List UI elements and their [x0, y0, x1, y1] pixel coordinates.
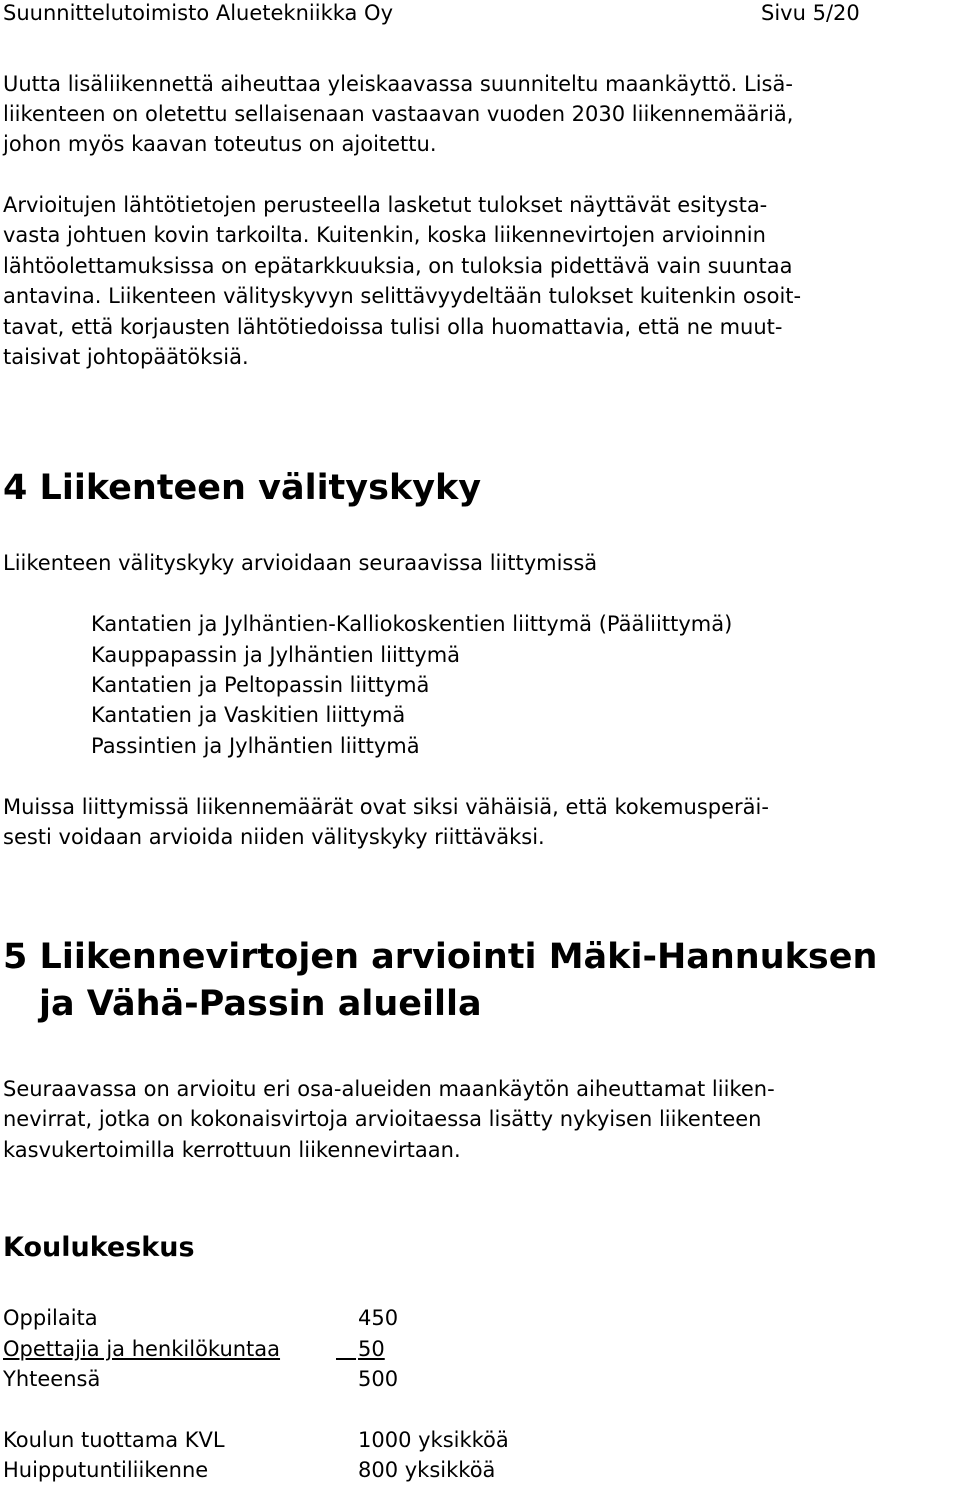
underline-gap — [336, 1334, 356, 1364]
intro-p2-line-3: lähtöolettamuksissa on epätarkkuuksia, on tuloksia pidettävä vain suuntaa — [3, 254, 793, 278]
row-value: 50 — [358, 1337, 385, 1361]
section-4-closing-line-1: Muissa liittymissä liikennemäärät ovat siksi vähäisiä, että kokemusperäi- — [3, 795, 769, 819]
row-value: 800 yksikköä — [358, 1458, 496, 1482]
table-row — [3, 1303, 603, 1333]
intro-p2-line-1: Arvioitujen lähtötietojen perusteella lasketut tulokset näyttävät esitysta- — [3, 193, 768, 217]
table-row — [3, 1334, 603, 1364]
row-label: Oppilaita — [3, 1306, 98, 1330]
junction-item: Kantatien ja Jylhäntien-Kalliokoskentien liittymä (Pääliittymä) — [91, 612, 733, 636]
row-label: Opettajia ja henkilökuntaa — [3, 1337, 281, 1361]
row-label: Yhteensä — [3, 1367, 101, 1391]
page-header — [3, 0, 943, 26]
section-4-lead: Liikenteen välityskyky arvioidaan seuraavissa liittymissä — [3, 551, 598, 575]
koulukeskus-heading: Koulukeskus — [3, 1232, 195, 1263]
section-5-body-line-3: kasvukertoimilla kerrottuun liikennevirtaan. — [3, 1138, 461, 1162]
row-label: Koulun tuottama KVL — [3, 1428, 225, 1452]
section-4-heading: 4 Liikenteen välityskyky — [3, 468, 482, 508]
company-name: Suunnittelutoimisto Aluetekniikka Oy — [3, 1, 394, 25]
page-number: Sivu 5/20 — [761, 1, 860, 25]
intro-p2-line-2: vasta johtuen kovin tarkoilta. Kuitenkin, koska liikennevirtojen arvioinnin — [3, 223, 766, 247]
intro-p1-line-1: Uutta lisäliikennettä aiheuttaa yleiskaavassa suunniteltu maankäyttö. Lisä- — [3, 72, 793, 96]
junction-item: Kantatien ja Peltopassin liittymä — [91, 673, 430, 697]
row-value: 450 — [358, 1306, 399, 1330]
table-row — [3, 1455, 603, 1485]
intro-p1-line-3: johon myös kaavan toteutus on ajoitettu. — [3, 132, 437, 156]
section-5-heading-line-2: ja Vähä-Passin alueilla — [39, 984, 482, 1024]
table-row — [3, 1364, 603, 1394]
section-5-body-line-2: nevirrat, jotka on kokonaisvirtoja arvioitaessa lisätty nykyisen liikenteen — [3, 1107, 762, 1131]
junction-item: Passintien ja Jylhäntien liittymä — [91, 734, 420, 758]
row-label: Huipputuntiliikenne — [3, 1458, 209, 1482]
row-value: 500 — [358, 1367, 399, 1391]
section-4-closing-line-2: sesti voidaan arvioida niiden välityskyky riittäväksi. — [3, 825, 545, 849]
section-5-body-line-1: Seuraavassa on arvioitu eri osa-alueiden maankäytön aiheuttamat liiken- — [3, 1077, 775, 1101]
intro-p2-line-4: antavina. Liikenteen välityskyvyn selittävyydeltään tulokset kuitenkin osoit- — [3, 284, 802, 308]
junction-item: Kauppapassin ja Jylhäntien liittymä — [91, 643, 461, 667]
section-5-heading-line-1: 5 Liikennevirtojen arviointi Mäki-Hannuksen — [3, 937, 878, 977]
intro-p2-line-6: taisivat johtopäätöksiä. — [3, 345, 249, 369]
table-row — [3, 1425, 603, 1455]
intro-p2-line-5: tavat, että korjausten lähtötiedoissa tulisi olla huomattavia, että ne muut- — [3, 315, 783, 339]
junction-item: Kantatien ja Vaskitien liittymä — [91, 703, 406, 727]
row-value: 1000 yksikköä — [358, 1428, 509, 1452]
intro-p1-line-2: liikenteen on oletettu sellaisenaan vastaavan vuoden 2030 liikennemääriä, — [3, 102, 794, 126]
